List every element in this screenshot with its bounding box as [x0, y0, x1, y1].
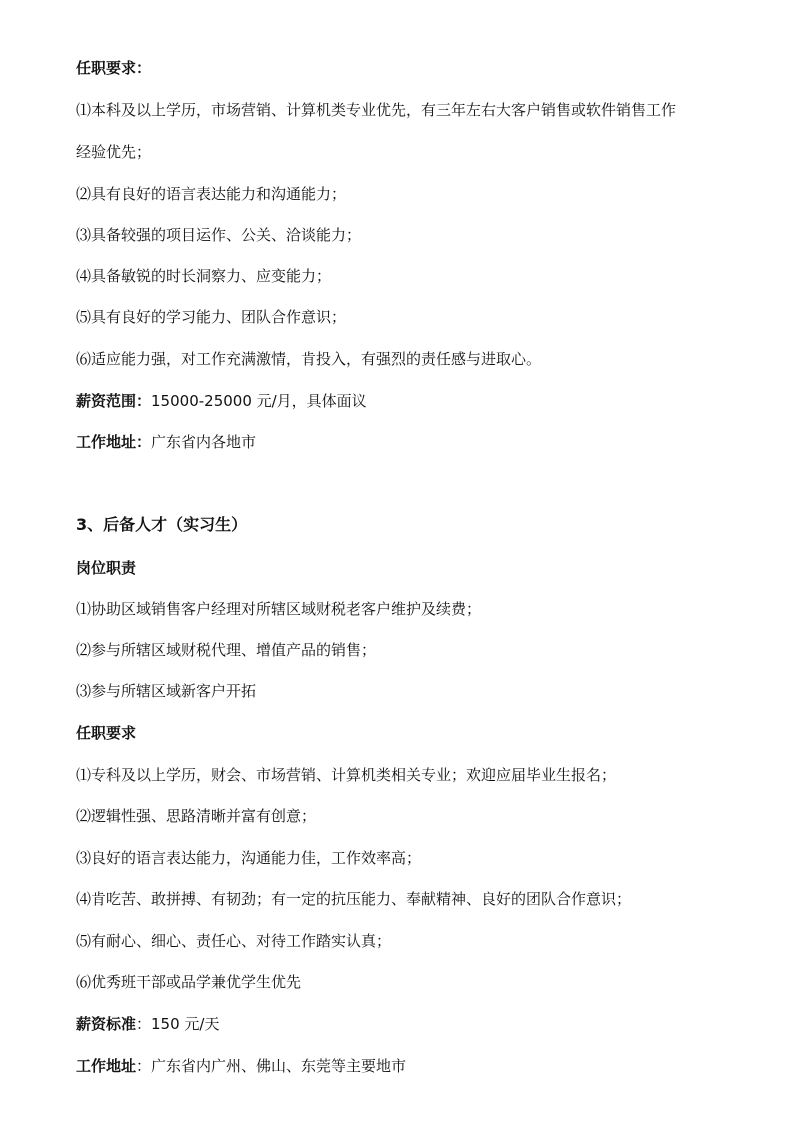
requirement-1-line-2: 经验优先；: [76, 143, 152, 161]
duties-heading: 岗位职责: [76, 559, 137, 577]
salary-standard-value: ：150 元/天: [136, 1015, 220, 1033]
address-value-2: ：广东省内广州、佛山、东莞等主要地市: [136, 1057, 407, 1075]
requirement-1-line-1: ⑴本科及以上学历，市场营销、计算机类专业优先，有三年左右大客户销售或软件销售工作: [76, 101, 677, 119]
salary-value: 15000-25000 元/月，具体面议: [151, 392, 367, 410]
address-label-2: 工作地址: [76, 1057, 137, 1075]
address-label: 工作地址：: [76, 433, 152, 451]
address-value: 广东省内各地市: [151, 433, 257, 451]
salary-range: [76, 391, 367, 411]
requirements-heading: 任职要求：: [76, 59, 152, 77]
duty-1: ⑴协助区域销售客户经理对所辖区域财税老客户维护及续费；: [76, 600, 482, 618]
duty-3: ⑶参与所辖区域新客户开拓: [76, 682, 257, 700]
duty-2: ⑵参与所辖区域财税代理、增值产品的销售；: [76, 641, 377, 659]
requirement-2-5: ⑸有耐心、细心、责任心、对待工作踏实认真；: [76, 932, 392, 950]
requirement-2-1: ⑴专科及以上学历，财会、市场营销、计算机类相关专业；欢迎应届毕业生报名；: [76, 766, 617, 784]
requirement-2-2: ⑵逻辑性强、思路清晰并富有创意；: [76, 807, 317, 825]
requirement-2-3: ⑶良好的语言表达能力，沟通能力佳，工作效率高；: [76, 849, 422, 867]
salary-standard: [76, 1014, 219, 1034]
requirements-heading-2: 任职要求: [76, 724, 137, 742]
requirement-3: ⑶具备较强的项目运作、公关、洽谈能力；: [76, 226, 362, 244]
requirement-4: ⑷具备敏锐的时长洞察力、应变能力；: [76, 267, 332, 285]
requirement-2-6: ⑹优秀班干部或品学兼优学生优先: [76, 973, 302, 991]
requirement-2: ⑵具有良好的语言表达能力和沟通能力；: [76, 185, 347, 203]
section-3-title: 3、后备人才（实习生）: [76, 515, 248, 534]
salary-standard-label: 薪资标准: [76, 1015, 137, 1033]
work-address: [76, 432, 256, 452]
requirement-6: ⑹适应能力强，对工作充满激情，肯投入，有强烈的责任感与进取心。: [76, 350, 542, 368]
requirement-2-4: ⑷肯吃苦、敢拼搏、有韧劲；有一定的抗压能力、奉献精神、良好的团队合作意识；: [76, 890, 632, 908]
work-address-2: [76, 1056, 406, 1076]
salary-label: 薪资范围：: [76, 392, 152, 410]
requirement-5: ⑸具有良好的学习能力、团队合作意识；: [76, 308, 347, 326]
